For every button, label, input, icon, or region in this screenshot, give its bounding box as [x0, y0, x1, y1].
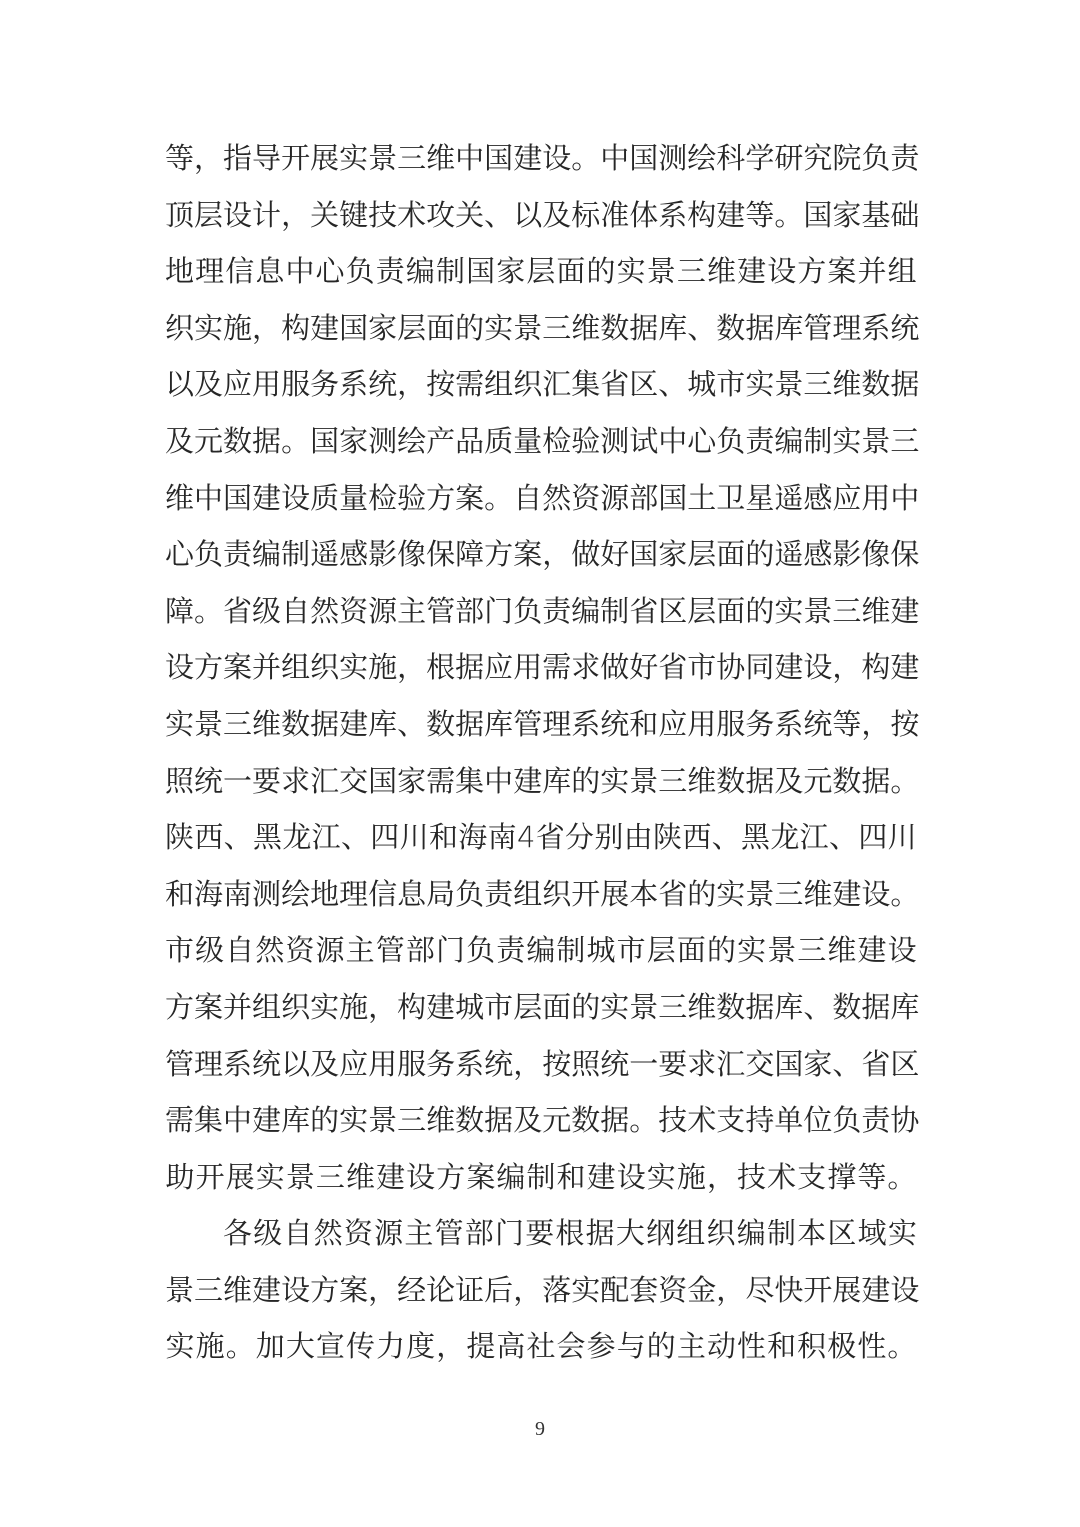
text-line: 障 。 省 级 自 然 资 源 主 管 部 门 负 责 编 制 省 区 层 面 的 实 景 三 维 建	[165, 593, 920, 628]
text-line: 实 施 。 加 大 宣 传 力 度 ， 提 高 社 会 参 与 的 主 动 性 和 积 极 性 。	[165, 1329, 917, 1364]
text-line: 管 理 系 统 以 及 应 用 服 务 系 统 ， 按 照 统 一 要 求 汇 交 国 家 、 省 区	[165, 1046, 920, 1081]
text-line: 织 实 施 ， 构 建 国 家 层 面 的 实 景 三 维 数 据 库 、 数 据 库 管 理 系 统	[165, 310, 920, 345]
text-line: 和 海 南 测 绘 地 理 信 息 局 负 责 组 织 开 展 本 省 的 实 景 三 维 建 设 。	[165, 876, 920, 911]
text-line: 等 ， 指 导 开 展 实 景 三 维 中 国 建 设 。 中 国 测 绘 科 学 研 究 院 负 责	[165, 141, 920, 175]
text-line: 地 理 信 息 中 心 负 责 编 制 国 家 层 面 的 实 景 三 维 建 设 方 案 并 组	[165, 254, 917, 289]
text-line: 方 案 并 组 织 实 施 ， 构 建 城 市 层 面 的 实 景 三 维 数 据 库 、 数 据 库	[165, 989, 920, 1024]
text-line: 维 中 国 建 设 质 量 检 验 方 案 。 自 然 资 源 部 国 土 卫 星 遥 感 应 用 中	[165, 480, 920, 515]
body-text	[165, 130, 920, 1375]
text-line: 陕 西 、 黑 龙 江 、 四 川 和 海 南 4 省 分 别 由 陕 西 、 黑 龙 江 、 四 川	[165, 820, 917, 855]
page-number: 9	[535, 1418, 545, 1440]
text-line: 景 三 维 建 设 方 案 ， 经 论 证 后 ， 落 实 配 套 资 金 ， 尽 快 开 展 建 设	[165, 1272, 920, 1307]
text-line: 设 方 案 并 组 织 实 施 ， 根 据 应 用 需 求 做 好 省 市 协 同 建 设 ， 构 建	[165, 650, 920, 685]
text-line: 需 集 中 建 库 的 实 景 三 维 数 据 及 元 数 据 。 技 术 支 持 单 位 负 责 协	[165, 1103, 920, 1138]
text-line: 心 负 责 编 制 遥 感 影 像 保 障 方 案 ， 做 好 国 家 层 面 的 遥 感 影 像 保	[165, 537, 920, 572]
text-line: 顶 层 设 计 ， 关 键 技 术 攻 关 、 以 及 标 准 体 系 构 建 等 。 国 家 基 础	[165, 197, 920, 232]
text-line: 及 元 数 据 。 国 家 测 绘 产 品 质 量 检 验 测 试 中 心 负 责 编 制 实 景 三	[165, 423, 920, 458]
text-line: 实 景 三 维 数 据 建 库 、 数 据 库 管 理 系 统 和 应 用 服 务 系 统 等 ， 按	[165, 706, 920, 741]
text-line: 以 及 应 用 服 务 系 统 ， 按 需 组 织 汇 集 省 区 、 城 市 实 景 三 维 数 据	[165, 367, 920, 402]
text-line: 助 开 展 实 景 三 维 建 设 方 案 编 制 和 建 设 实 施 ， 技 术 支 撑 等 。	[165, 1159, 917, 1194]
text-line: 各 级 自 然 资 源 主 管 部 门 要 根 据 大 纲 组 织 编 制 本 区 域 实	[223, 1216, 917, 1251]
text-line: 照 统 一 要 求 汇 交 国 家 需 集 中 建 库 的 实 景 三 维 数 据 及 元 数 据 。	[165, 763, 920, 798]
text-line: 市 级 自 然 资 源 主 管 部 门 负 责 编 制 城 市 层 面 的 实 景 三 维 建 设	[165, 933, 917, 968]
